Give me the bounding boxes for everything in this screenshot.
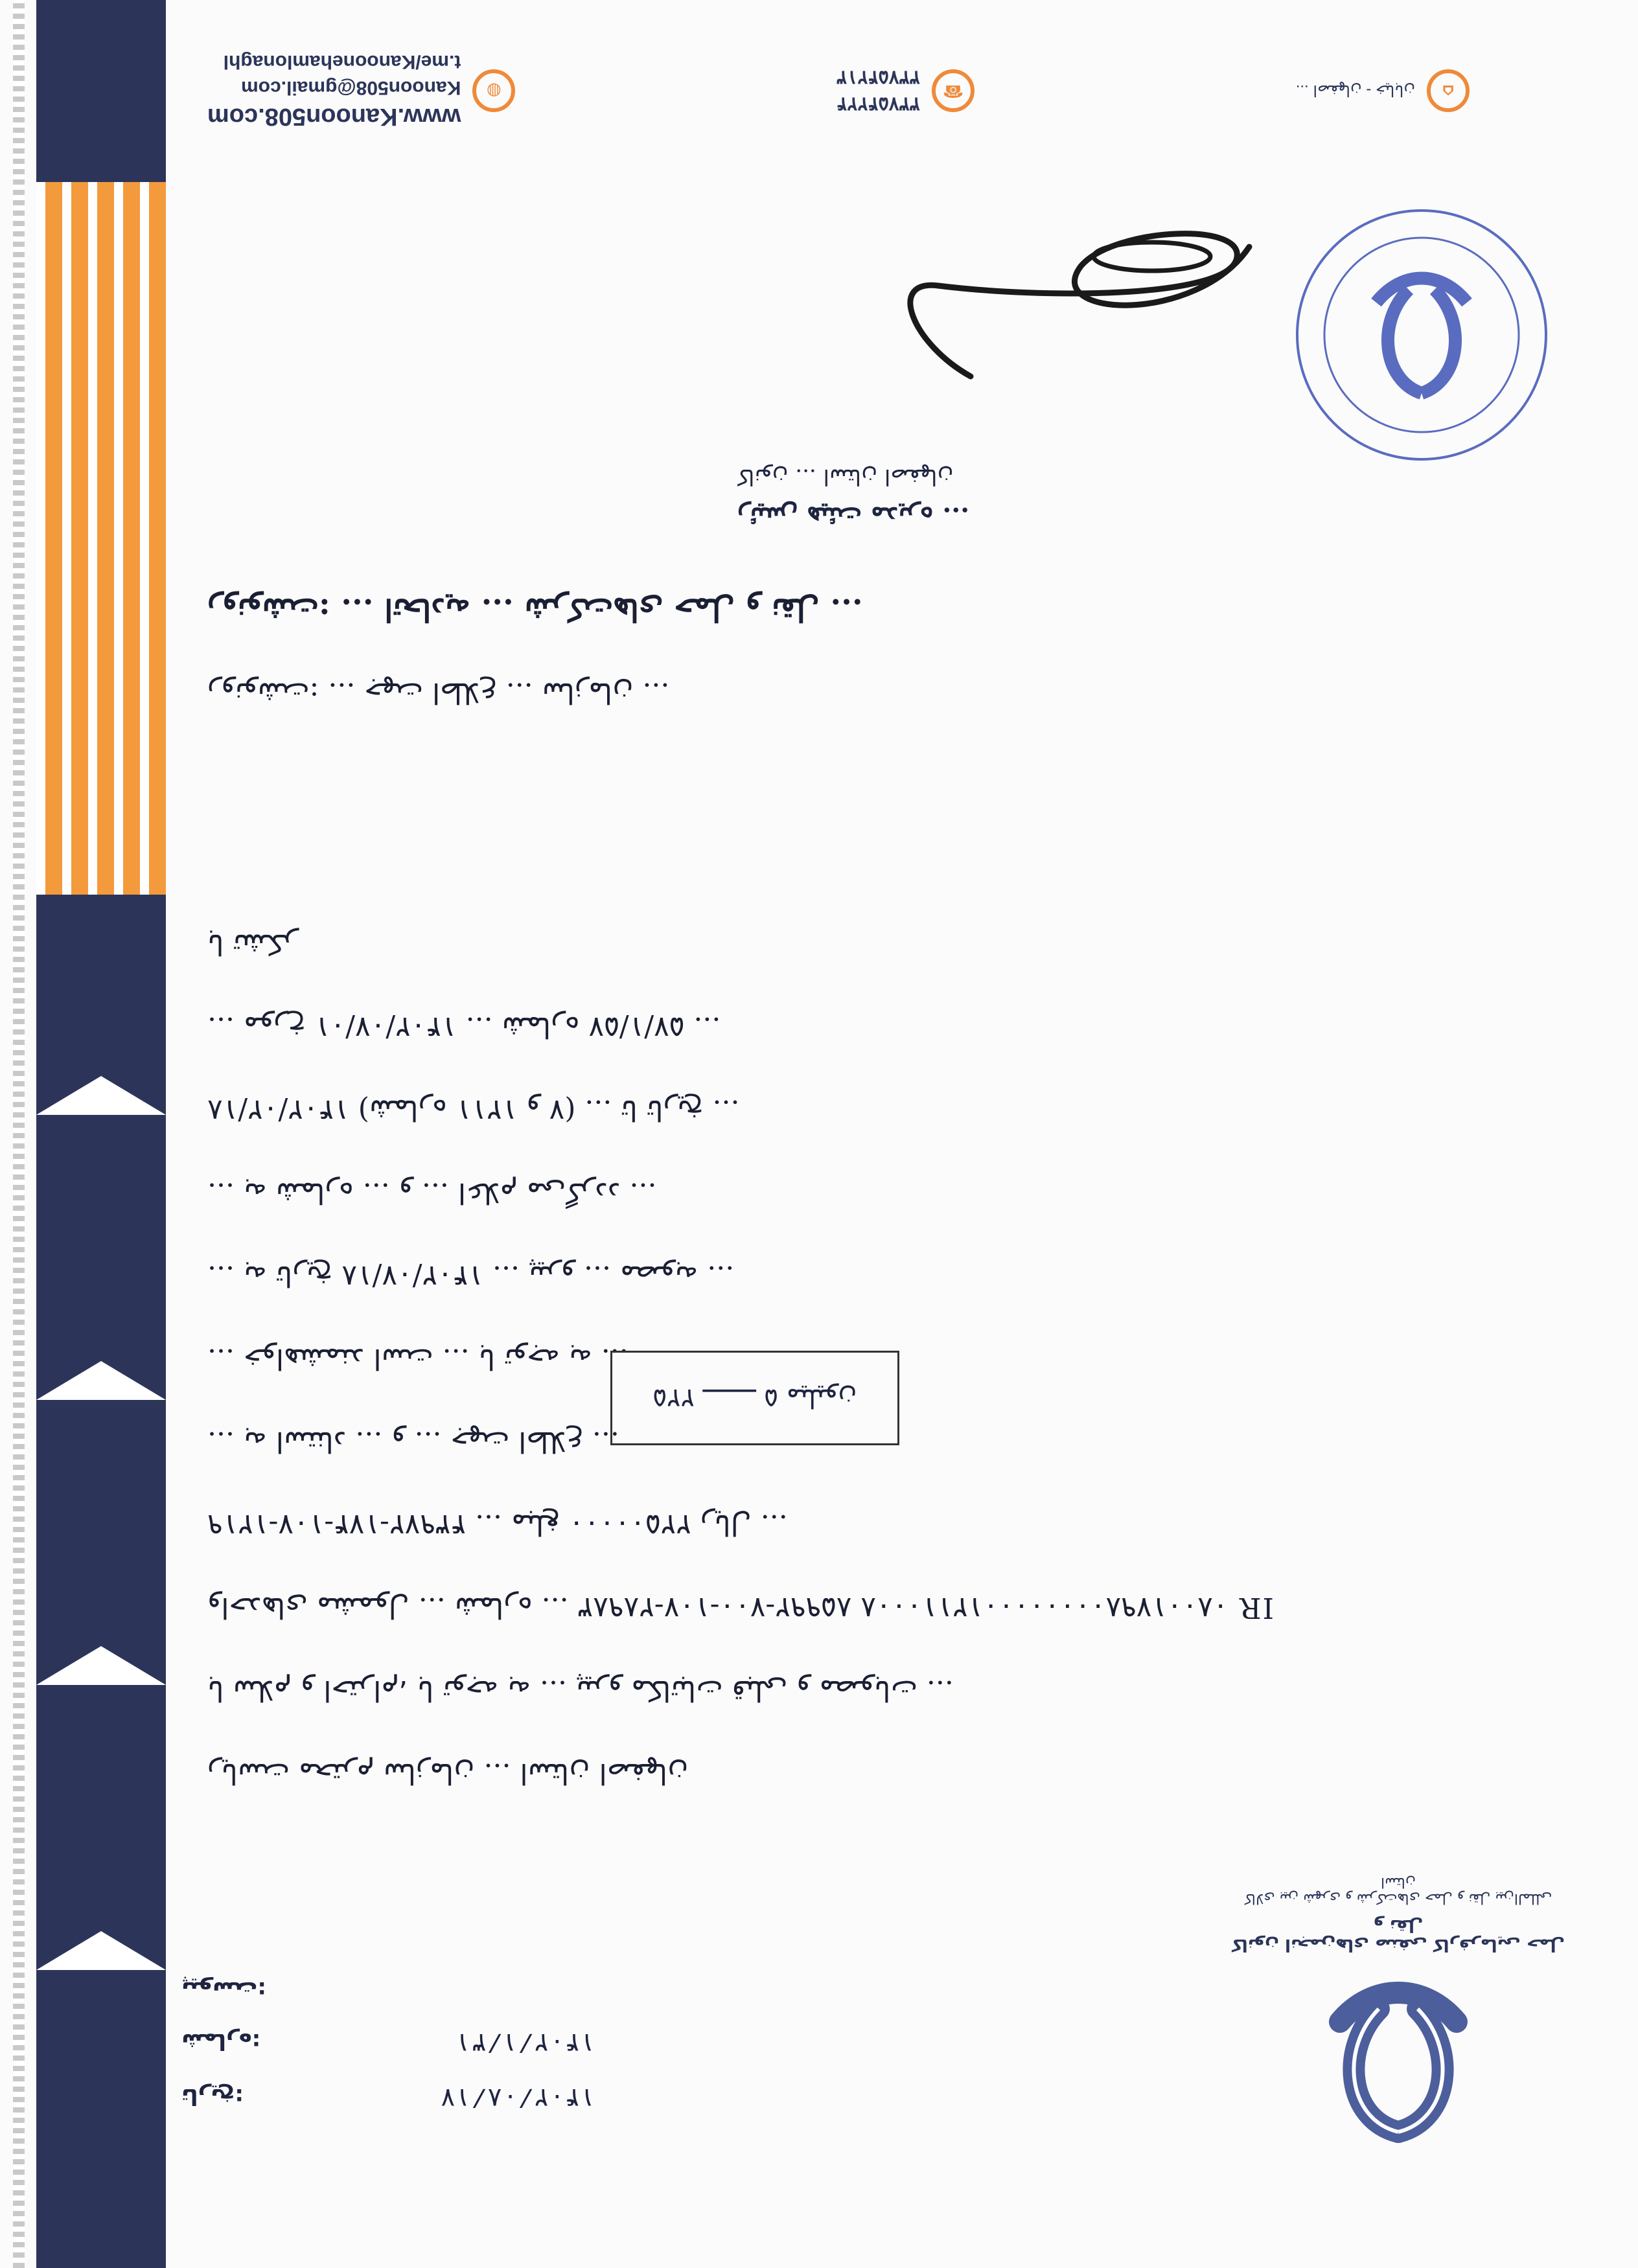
band-chevron	[36, 1931, 166, 1970]
letter-line: واحدهای مشمول ... شماره ... IR ۰۸۰۰۱۷۹۸۰۰۰۰۰۰۰۰۱۲۱۱۰۰۰۸ ۸۵۹۹۲-۷۰۰-۱۰۷-۲۸۹۸۳	[207, 1591, 1275, 1624]
number-value: ۱۴۰۲/۱/۳۱	[456, 2026, 596, 2055]
address-text: اصفهان - خیابان ...	[1295, 82, 1415, 100]
email-text[interactable]: Kanoon508@gmail.com	[241, 77, 461, 99]
contact-footer	[207, 26, 1470, 155]
web-block	[207, 51, 515, 131]
phone-1: ۳۳۷۵۴۲۲۴	[836, 93, 921, 115]
band-chevron	[36, 1076, 166, 1115]
cc-line: رونوشت: ... جهت اطلاع ... سازمان ...	[207, 676, 670, 709]
address-block	[1296, 69, 1470, 112]
meta-number-row	[181, 2026, 596, 2057]
signer-name: رئیس هیئت مدیره ...	[737, 501, 970, 532]
date-label: تاریخ:	[181, 2083, 244, 2110]
signer-title: کانون ... استان اصفهان	[737, 464, 954, 490]
letter-line: ... به تاریخ ۱۴۰۲/۰۷/۱۸ ... پیرو ... مصوبه ...	[207, 1259, 735, 1292]
meta-attachment-row	[181, 1976, 596, 2002]
phone-block	[836, 66, 975, 115]
org-name: کانون انجمن‌های صنفی کارفرمایی حمل و نقل	[1231, 1916, 1565, 1954]
number-label: شماره:	[181, 2028, 261, 2055]
phone-icon: ☎	[932, 69, 975, 112]
signer-block	[737, 464, 1353, 532]
letter-line: ۴۳۹۷۲-۱۷۴-۱۰۷-۱۲۱۹ ... مبلغ ۲۲۵۰۰۰۰۰ ریال ...	[207, 1508, 788, 1541]
letter-line: ... به شماره ... و ... اعلام می‌گردد ...	[207, 1176, 657, 1209]
official-seal	[1296, 209, 1547, 461]
band-chevron	[36, 1361, 166, 1400]
cc-line: رونوشت: ... اتحادیه ... شرکت‌های حمل و نقل ...	[207, 591, 863, 628]
letter-body	[207, 389, 1470, 1815]
globe-icon: ◍	[472, 69, 515, 112]
letter-line: با سلام و احترام، با توجه به ... پیرو مکاتبات قبلی و مصوبات ...	[207, 1674, 954, 1707]
website-text[interactable]: www.Kanoon508.com	[207, 103, 461, 131]
date-value: ۱۴۰۲/۰۸/۱۷	[440, 2081, 596, 2110]
telegram-text[interactable]: t.me/Kanoonehamlonaghl	[223, 51, 461, 73]
letter-line: ریاست محترم سازمان ... استان اصفهان	[207, 1757, 689, 1790]
handwritten-signature	[873, 179, 1275, 415]
letter-line: ... به استناد ... و ... جهت اطلاع ...	[207, 1425, 619, 1458]
letter-line: ... مورخ ۱۴۰۲/۰۷/۰۱ ... شماره ۵۷/۱/۵۷ ...	[207, 1011, 721, 1044]
letter-meta	[181, 1976, 596, 2113]
phone-2: ۳۳۷۵۴۲۱۳	[836, 67, 921, 88]
letter-line: ... خواهشمند است ... با توجه به ...	[207, 1342, 629, 1375]
page-edge-shadow	[13, 0, 25, 2268]
header-corner-block	[36, 0, 166, 182]
letter-line: ۱۴۰۲/۰۲/۱۸ (شماره ۱۲۱۱ و ۷) ... تا تاریخ ...	[207, 1094, 740, 1127]
org-subtitle: کالای بین شهری و شرکت‌های حمل و نقل بین‌المللی استان	[1244, 1874, 1552, 1907]
band-chevron	[36, 1646, 166, 1685]
meta-date-row	[181, 2081, 596, 2113]
org-logo-icon	[1301, 1964, 1495, 2158]
attachment-label: پیوست:	[181, 1976, 266, 2002]
amount-box: ۲۲۵ ـــــــ ۵ میلیون	[610, 1351, 899, 1445]
location-icon: ⌂	[1427, 69, 1470, 112]
closing-line: با تشکر	[207, 928, 298, 961]
